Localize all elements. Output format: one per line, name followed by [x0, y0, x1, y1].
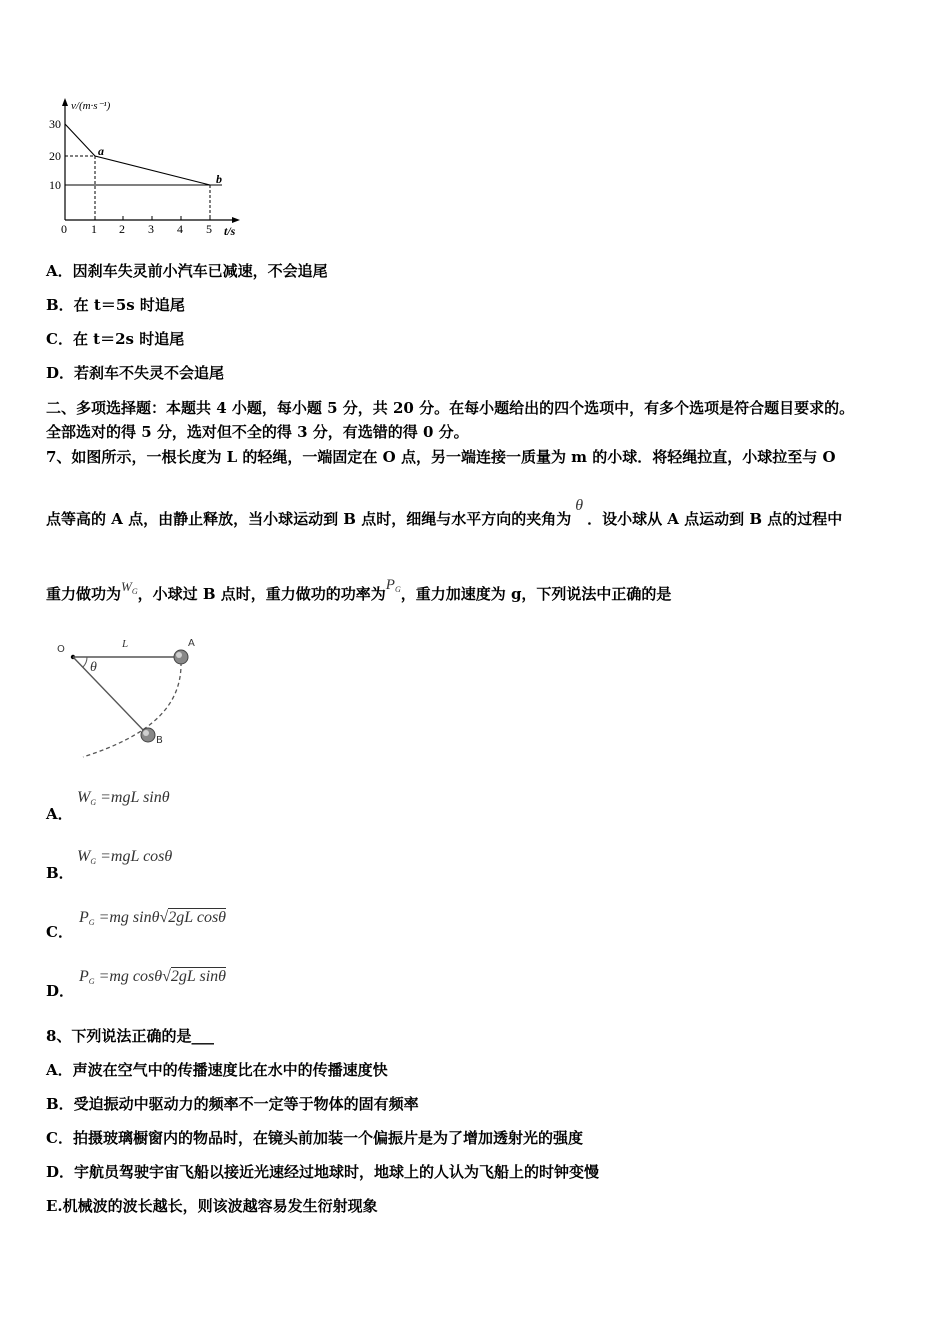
label-a: A	[188, 638, 195, 649]
label-l: L	[122, 638, 129, 650]
q6-option-b: B．在 t＝5s 时追尾	[46, 296, 185, 314]
x-tick-4: 4	[177, 222, 183, 236]
q7-stem-line3c: ，重力加速度为 g，下列说法中正确的是	[400, 585, 672, 603]
x-tick-3: 3	[148, 222, 154, 236]
q8-option-c: C．拍摄玻璃橱窗内的物品时，在镜头前加装一个偏振片是为了增加透射光的强度	[46, 1129, 583, 1147]
q7-option-c-formula: $P_G =mg$ sinθ√2gL cosθ	[79, 909, 227, 927]
q8-option-e: E.机械波的波长越长，则该波越容易发生衍射现象	[46, 1197, 378, 1215]
q7-option-d-label: D．	[46, 982, 75, 1000]
wg-symbol: $W_G$	[121, 579, 138, 596]
label-o: O	[57, 644, 65, 655]
q7-stem-line2a: 点等高的 A 点，由静止释放，当小球运动到 B 点时，细绳与水平方向的夹角为	[46, 510, 572, 528]
label-theta: θ	[90, 660, 97, 675]
pendulum-diagram	[52, 635, 212, 765]
theta-symbol: θ	[575, 497, 584, 514]
q6-option-d: D．若刹车不失灵不会追尾	[46, 364, 225, 382]
y-axis-label: v/(m·s⁻¹)	[71, 100, 111, 112]
q7-option-b-formula: $W_G =mgL$ cosθ	[77, 848, 173, 866]
x-axis-arrow	[232, 217, 240, 223]
y-tick-30: 30	[49, 117, 61, 131]
label-b: B	[156, 735, 163, 746]
q7-option-c-label: C．	[46, 923, 73, 941]
q8-option-b: B．受迫振动中驱动力的频率不一定等于物体的固有频率	[46, 1095, 419, 1113]
point-b-label: b	[216, 172, 222, 186]
x-tick-2: 2	[119, 222, 125, 236]
section-heading-line1: 二、多项选择题：本题共 4 小题，每小题 5 分，共 20 分。在每小题给出的四个选项中，有多个选项是符合题目要求的。	[46, 399, 855, 417]
pg-symbol: $P_G$	[385, 577, 401, 594]
q7-stem-line2	[46, 497, 843, 530]
q7-option-a-formula: $W_G =mgL$ sinθ	[77, 789, 170, 807]
q7-stem-line3	[46, 577, 672, 610]
trajectory-arc	[83, 662, 181, 757]
car-velocity-line	[65, 124, 210, 185]
section-heading-line2: 全部选对的得 5 分，选对但不全的得 3 分，有选错的得 0 分。	[46, 423, 469, 441]
q7-stem-line3b: ，小球过 B 点时，重力做功的功率为	[137, 585, 386, 603]
y-tick-10: 10	[49, 178, 61, 192]
q7-option-d-formula: $P_G =mg$ cosθ√2gL sinθ	[79, 968, 227, 986]
q7-option-b-label: B．	[46, 864, 74, 882]
ball-b-highlight	[143, 730, 149, 736]
y-axis-arrow	[62, 98, 68, 106]
q6-option-c: C．在 t＝2s 时追尾	[46, 330, 185, 348]
x-tick-5: 5	[206, 222, 212, 236]
q7-stem-line2b: ．设小球从 A 点运动到 B 点的过程中	[587, 510, 843, 528]
velocity-time-graph	[40, 95, 250, 245]
x-tick-1: 1	[91, 222, 97, 236]
angle-arc	[83, 657, 87, 667]
q8-stem: 8、下列说法正确的是___	[46, 1027, 214, 1045]
q8-option-a: A．声波在空气中的传播速度比在水中的传播速度快	[46, 1061, 388, 1079]
y-tick-20: 20	[49, 149, 61, 163]
q7-stem-line3a: 重力做功为	[46, 585, 122, 603]
ball-a-highlight	[176, 652, 182, 658]
q8-option-d: D．宇航员驾驶宇宙飞船以接近光速经过地球时，地球上的人认为飞船上的时钟变慢	[46, 1163, 600, 1181]
q6-option-a: A．因刹车失灵前小汽车已减速，不会追尾	[46, 262, 328, 280]
x-tick-0: 0	[61, 222, 67, 236]
rope-ob	[73, 657, 146, 733]
q7-option-a-label: A．	[46, 805, 73, 823]
x-axis-label: t/s	[224, 224, 236, 238]
q7-stem-line1: 7、如图所示，一根长度为 L 的轻绳，一端固定在 O 点，另一端连接一质量为 m 的小球．将轻绳拉直，小球拉至与 O	[46, 448, 836, 466]
point-a-label: a	[98, 144, 104, 158]
